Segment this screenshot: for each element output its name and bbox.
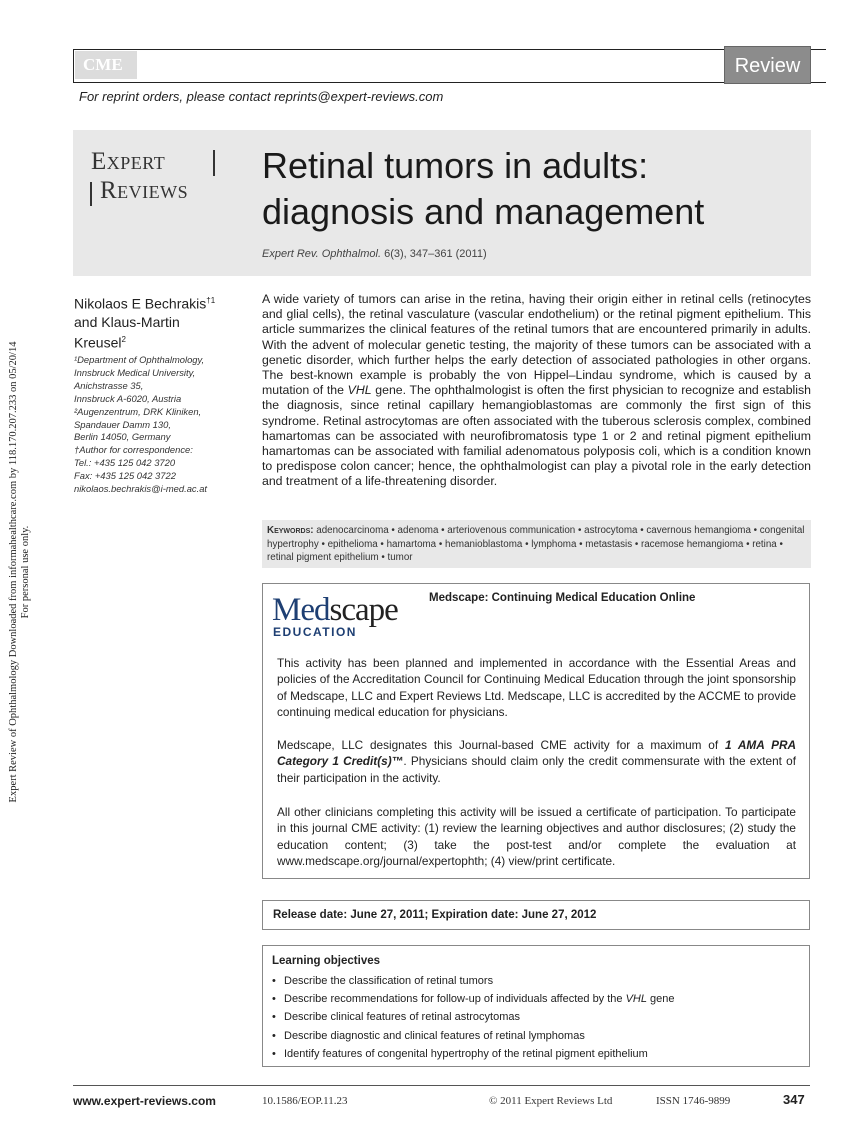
list-item [272,1045,802,1063]
medscape-logo-education: EDUCATION [273,625,357,639]
medscape-logo-med: Med [272,592,330,628]
affiliation-line: ²Augenzentrum, DRK Kliniken, [74,405,202,417]
objective-text-end: gene [647,993,675,1006]
footer-rule [73,1085,810,1086]
affiliation-line: nikolaos.bechrakis@i-med.ac.at [74,483,208,495]
objective-text: Identify features of congenital hypertrophy of the retinal pigment epithelium [284,1047,648,1060]
abstract-gene: VHL [347,383,372,398]
medscape-logo [272,592,398,629]
keywords-text: adenocarcinoma • adenoma • arteriovenous communication • astrocytoma • cavernous hemangioma • congenital hypertrophy • epithelioma • hamartoma • hemanioblastoma • lymphoma • metastasis • racemose hemangioma • retina • retinal pigment epithelium • tumor [267,525,805,564]
title-line-2: diagnosis and management [262,191,705,232]
affiliation-line: Anichstrasse 35, [74,379,144,391]
abstract [262,292,811,490]
affiliation-line: ¹Department of Ophthalmology, [74,354,205,365]
footer-doi: 10.1586/EOP.11.23 [262,1095,348,1107]
expert-reviews-logo-line-2: Reviews [100,177,189,204]
objective-text: Describe the classification of retinal tumors [284,975,494,987]
list-item [272,990,802,1008]
abstract-part-2: gene. The ophthalmologist is often the first physician to recognize and establish the diagnosis, since retinal capillary hemangioblastomas are commonly the first sign of this syndrome. Retinal astrocytomas are often associated with the tuberous sclerosis complex, combined hamartomas can be associated with neurofibromatosis type 1 or 2 and retinal pigment epithelium hamartomas can be associated with familial adenomatous polyposis coli, which is a condition known to predispose colon cancer; hence, the ophthalmologist can play a pivotal role in the early detection and treatment of a life-threatening disorder. [262,383,811,489]
logo-bar-right [213,150,215,176]
affiliation-line: Fax: +435 125 042 3722 [74,470,176,482]
footer-copyright: © 2011 Expert Reviews Ltd [489,1095,613,1107]
cme-tag: CME [75,51,137,79]
medscape-paragraph-1: This activity has been planned and implemented in accordance with the Essential Areas and policies of the Accreditation Council for Continuing Medical Education through the joint sponsorship of Medscape, LLC and Expert Reviews Ltd. Medscape, LLC is accredited by the ACCME to provide continuing medical education for physicians. [277,656,796,720]
learning-objectives-title: Learning objectives [272,955,381,967]
author-3-sup: 2 [121,334,126,344]
affiliations [74,354,249,496]
article-title [262,143,802,235]
page-number: 347 [783,1092,805,1107]
footer-website: www.expert-reviews.com [73,1094,216,1108]
citation-details: 6(3), 347–361 (2011) [384,248,487,260]
objective-text: Describe clinical features of retinal astrocytomas [284,1011,520,1024]
objective-text: Describe recommendations for follow-up of individuals affected by the [284,993,626,1006]
medscape-para2-end: . Physicians should claim only the credit commensurate with the extent of their participation in the activity. [277,754,796,785]
learning-objectives-list [272,972,802,1063]
affiliation-line: Spandauer Damm 130, [74,418,171,430]
affiliation-line: Tel.: +435 125 042 3720 [74,457,176,469]
list-item [272,972,802,990]
objective-text: Describe diagnostic and clinical features of retinal lymphomas [284,1029,585,1042]
watermark-line-2: For personal use only. [20,525,31,619]
author-1-sup: †1 [206,296,216,305]
medscape-para2-start: Medscape, LLC designates this Journal-based CME activity for a maximum of [277,738,725,752]
release-date-box: Release date: June 27, 2011; Expiration date: June 27, 2012 [262,900,810,930]
affiliation-line: Berlin 14050, Germany [74,431,171,443]
keywords-box [262,520,811,568]
watermark-line-1: Expert Review of Ophthalmology Downloaded from informahealthcare.com by 118.170.207.233 on 05/20/14 [8,341,19,803]
footer-issn: ISSN 1746-9899 [656,1095,731,1107]
affiliation-line: Innsbruck Medical University, [74,366,196,378]
medscape-paragraph-3: All other clinicians completing this activity will be issued a certificate of participation. To participate in this journal CME activity: (1) review the learning objectives and author disclosures; (2) study the education content; (3) take the post-test and/or complete the evaluation at www.medscape.org/journal/expertophth; (4) view/print certificate. [277,805,796,869]
medscape-heading: Medscape: Continuing Medical Education Online [429,592,696,604]
list-item [272,1008,802,1026]
objective-gene: VHL [625,993,647,1006]
keywords-label: Keywords: [267,525,314,536]
citation [262,248,487,260]
title-line-1: Retinal tumors in adults: [262,145,649,186]
author-line-3: Kreusel [74,334,122,351]
author-list [74,292,244,351]
citation-journal: Expert Rev. Ophthalmol. [262,248,382,260]
medscape-credit: 1 AMA PRA Category 1 Credit(s)™ [277,738,797,769]
medscape-paragraph-2 [277,737,796,786]
reprint-notice: For reprint orders, please contact reprints@expert-reviews.com [79,89,444,104]
download-watermark [8,172,32,972]
review-tab: Review [724,46,811,84]
list-item [272,1027,802,1045]
author-line-2: and Klaus-Martin [74,313,180,330]
expert-reviews-logo-line-1: Expert [91,148,166,175]
affiliation-line: †Author for correspondence: [74,444,193,456]
logo-bar-left [90,182,92,206]
header-bar [73,49,826,83]
affiliation-line: Innsbruck A-6020, Austria [74,392,182,404]
medscape-logo-scape: scape [329,592,398,628]
abstract-part-1: A wide variety of tumors can arise in the retina, having their origin either in retinal cells (retinocytes and glial cells), the retinal vasculature (vascular endothelium) or the retinal pigment epithelium. This article summarizes the clinical features of the retinal tumors that are encountered primarily in adults. With the advent of molecular genetic testing, the majority of these tumors can be associated with a genetic disorder, which further helps the early detection of associated pathologies in other organs. The best-known example is probably the von Hippel–Lindau syndrome, which is caused by a mutation of the [262,292,811,398]
author-line-1: Nikolaos E Bechrakis [74,295,207,312]
